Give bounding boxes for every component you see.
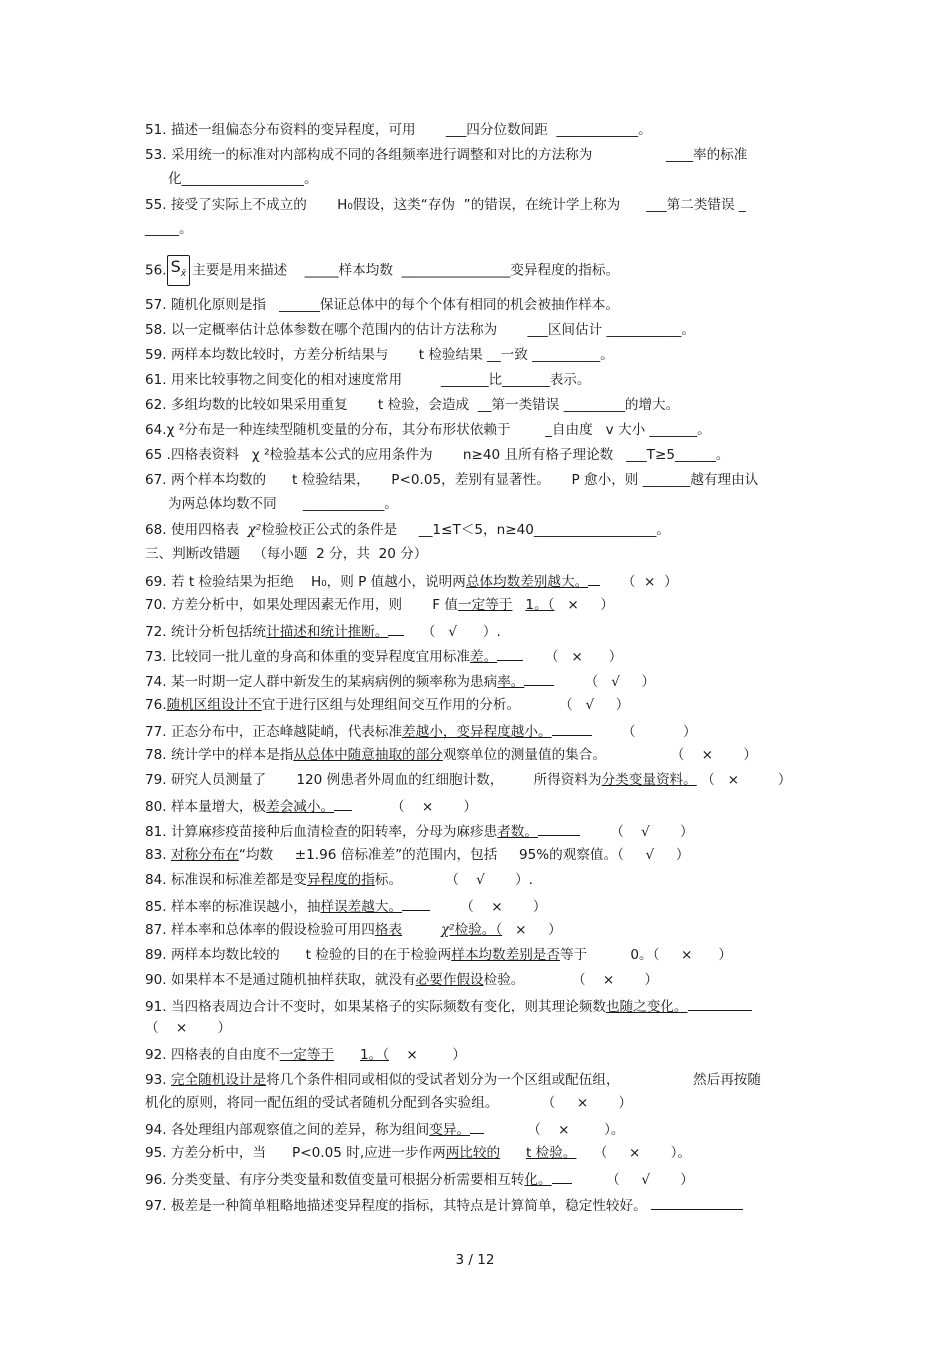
question-74: 74. 某一时期一定人群中新发生的某病病例的频率称为患病率。 （ √ ） <box>145 674 656 690</box>
question-53-line2: 化__________________。 <box>168 171 318 187</box>
question-58: 58. 以一定概率估计总体参数在哪个范围内的估计方法称为 ___区间估计 ___________。 <box>145 322 695 338</box>
question-59: 59. 两样本均数比较时，方差分析结果与 t 检验结果 __一致 __________。 <box>145 347 614 363</box>
question-87: 87. 样本率和总体率的假设检验可用四格表 χ²检验。（ × ） <box>145 922 562 938</box>
question-69: 69. 若 t 检验结果为拒绝 H₀，则 P 值越小，说明两总体均数差别越大。 （ × ） <box>145 574 678 590</box>
question-57: 57. 随机化原则是指 ______保证总体中的每个个体有相同的机会被抽作样本。 <box>145 297 619 313</box>
question-93-line1: 93. 完全随机设计是将几个条件相同或相似的受试者划分为一个区组或配伍组， 然后再按随 <box>145 1072 761 1088</box>
question-92: 92. 四格表的自由度不一定等于 1。（ × ） <box>145 1047 466 1063</box>
question-55-line1: 55. 接受了实际上不成立的 H₀假设，这类“存伪 ”的错误，在统计学上称为 ___第二类错误 _ <box>145 197 746 213</box>
question-78: 78. 统计学中的样本是指从总体中随意抽取的部分观察单位的测量值的集合。 （ × ） <box>145 747 757 763</box>
question-67-line1: 67. 两个样本均数的 t 检验结果， P<0.05，差别有显著性。 P 愈小，则 _______越有理由认 <box>145 472 759 488</box>
question-95: 95. 方差分析中，当 P<0.05 时,应进一步作两两比较的 t 检验。 （ × ）。 <box>145 1145 691 1161</box>
question-53-line1: 53. 采用统一的标准对内部构成不同的各组频率进行调整和对比的方法称为 ____率的标准 <box>145 147 748 163</box>
question-76: 76.随机区组设计不宜于进行区组与处理组间交互作用的分析。 （ √ ） <box>145 697 630 713</box>
question-81: 81. 计算麻疹疫苗接种后血清检查的阳转率，分母为麻疹患者数。 （ √ ） <box>145 824 694 840</box>
question-91-line1: 91. 当四格表周边合计不变时，如果某格子的实际频数有变化，则其理论频数也随之变化。 <box>145 997 752 1016</box>
question-51: 51. 描述一组偏态分布资料的变异程度，可用 ___四分位数间距 ____________。 <box>145 122 652 138</box>
question-91-line2: （ × ） <box>145 1020 232 1036</box>
page-number: 3 / 12 <box>455 1252 495 1268</box>
question-93-line2: 机化的原则，将同一配伍组的受试者随机分配到各实验组。 （ × ） <box>145 1095 633 1111</box>
question-79: 79. 研究人员测量了 120 例患者外周血的红细胞计数， 所得资料为分类变量资料。 （ × ） <box>145 772 792 788</box>
question-67-line2: 为两总体均数不同 ____________。 <box>168 496 398 512</box>
question-55-line2: _____。 <box>145 221 193 237</box>
question-80: 80. 样本量增大，极差会减小。 （ × ） <box>145 799 478 815</box>
question-72: 72. 统计分析包括统计描述和统计推断。 （ √ ）. <box>145 624 501 640</box>
question-56: 56. $S_{x̄}$ 主要是用来描述 _____样本均数 ________________变异程度的指标。 <box>145 255 619 286</box>
question-61: 61. 用来比较事物之间变化的相对速度常用 _______比_______表示。 <box>145 372 591 388</box>
question-90: 90. 如果样本不是通过随机抽样获取，就没有必要作假设检验。 （ × ） <box>145 972 659 988</box>
question-96: 96. 分类变量、有序分类变量和数值变量可根据分析需要相互转化。 （ √ ） <box>145 1172 694 1188</box>
question-77: 77. 正态分布中，正态峰越陡峭，代表标准差越小，变异程度越小。 （ ） <box>145 724 697 740</box>
question-97: 97. 极差是一种简单粗略地描述变异程度的指标，其特点是计算简单，稳定性较好。 <box>145 1196 743 1215</box>
question-94: 94. 各处理组内部观察值之间的差异，称为组间变异。 （ × ）。 <box>145 1122 625 1138</box>
question-83: 83. 对称分布在“均数 ±1.96 倍标准差”的范围内，包括 95%的观察值。（ √ ） <box>145 847 690 863</box>
question-70: 70. 方差分析中，如果处理因素无作用，则 F 值一定等于 1。（ × ） <box>145 597 614 613</box>
question-73: 73. 比较同一批儿童的身高和体重的变异程度宜用标准差。 （ × ） <box>145 649 623 665</box>
question-62: 62. 多组均数的比较如果采用重复 t 检验，会造成 __第一类错误 _________的增大。 <box>145 397 680 413</box>
question-65: 65 .四格表资料 χ ²检验基本公式的应用条件为 n≥40 且所有格子理论数 ___T≥5______。 <box>145 447 730 463</box>
question-85: 85. 样本率的标准误越小，抽样误差越大。 （ × ） <box>145 899 547 915</box>
sx-symbol-box: $S_{x̄}$ <box>167 255 190 286</box>
question-84: 84. 标准误和标准差都是变异程度的指标。 （ √ ）. <box>145 872 533 888</box>
question-68: 68. 使用四格表 χ²检验校正公式的条件是 __1≤T＜5，n≥40__________________。 <box>145 522 670 538</box>
question-89: 89. 两样本均数比较的 t 检验的目的在于检验两样本均数差别是否等于 0。（ × ） <box>145 947 732 963</box>
question-64: 64.χ ²分布是一种连续型随机变量的分布，其分布形状依赖于 _自由度 v 大小 _______。 <box>145 422 711 438</box>
section-3-heading: 三、判断改错题 （每小题 2 分，共 20 分） <box>145 546 428 562</box>
